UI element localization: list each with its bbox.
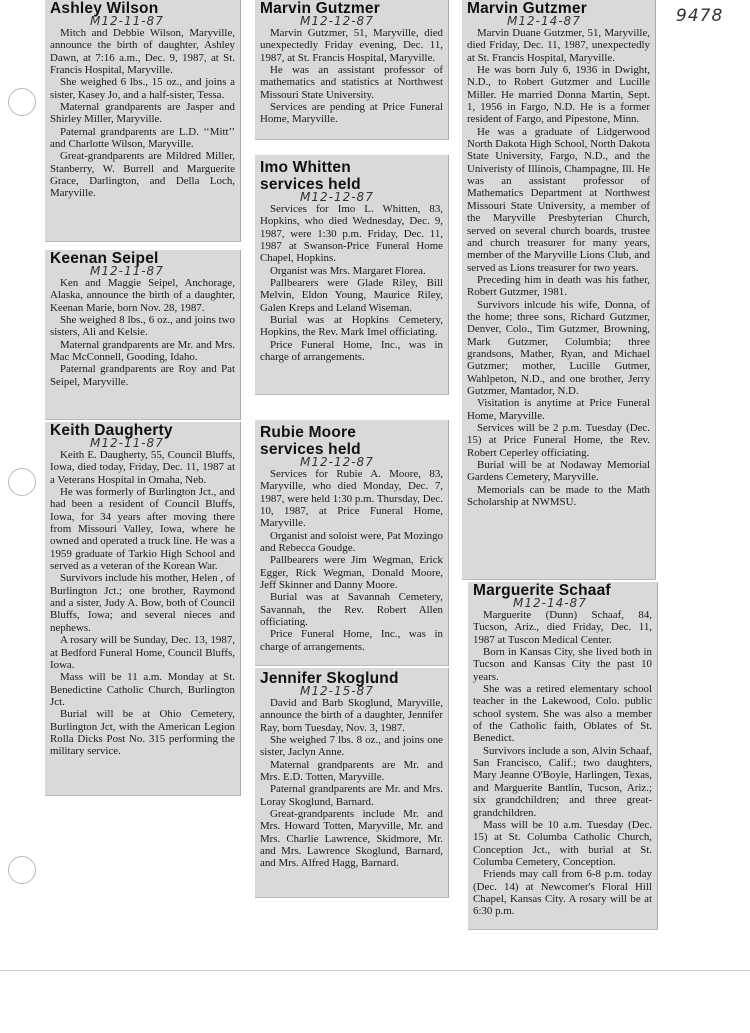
clipping-ashley-wilson [45,0,241,242]
handwritten-date: M12-11-87 [90,14,164,28]
paragraph: Price Funeral Home, Inc., was in charge of arrangements. [260,628,443,653]
paragraph: Keith E. Daugherty, 55, Council Bluffs, Iowa, died today, Friday, Dec. 11, 1987 at a Veterans Hospital in Omaha, Neb. [50,449,235,486]
paragraph: He was formerly of Burlington Jct., and had been a resident of Council Bluffs, Iowa, for 34 years after moving there from Missouri Valley, Iowa, where he owned and operated a truck line. He was a 1959 graduate of Tarkio High School and served as a veteran of the Korean War. [50,486,235,573]
headline: Keith Daugherty [50,422,173,439]
paragraph: Services for Rubie A. Moore, 83, Maryville, who died Monday, Dec. 7, 1987, were held 1:30 p.m. Thursday, Dec. 10, 1987, at Price Funeral Home, Maryville. [260,468,443,530]
handwritten-date: M12-12-87 [300,14,374,28]
handwritten-date: M12-12-87 [300,190,374,204]
paragraph: Marvin Gutzmer, 51, Maryville, died unexpectedly Friday evening, Dec. 11, 1987, at St. Francis Hospital, Maryville. [260,27,443,64]
clipping-marvin-gutzmer-short [255,0,449,140]
clipping-marguerite-schaaf [468,582,658,930]
binder-hole [8,88,36,116]
paragraph: Preceding him in death was his father, Robert Gutzmer, 1981. [467,273,650,299]
paragraph: Memorials can be made to the Math Scholarship at NWMSU. [467,483,650,509]
paragraph: Paternal grandparents are L.D. ‘‘Mitt’’ and Charlotte Wilson, Maryville. [50,125,235,151]
clipping-keenan-seipel [45,250,241,420]
paragraph: Services are pending at Price Funeral Home, Maryville. [260,101,443,126]
paragraph: Organist and soloist were, Pat Mozingo and Rebecca Goudge. [260,529,443,555]
paragraph: Marguerite (Dunn) Schaaf, 84, Tucson, Ariz., died Friday, Dec. 11, 1987 at Tuscon Medical Center. [473,609,652,646]
headline: Jennifer Skoglund [260,670,399,687]
binder-hole [8,468,36,496]
clipping-keith-daugherty [45,422,241,796]
paragraph: David and Barb Skoglund, Maryville, announce the birth of a daughter, Jennifer Ray, born Tuesday, Nov. 3, 1987. [260,697,443,734]
page-divider [0,970,750,971]
paragraph: Born in Kansas City, she lived both in Tucson and Kansas City the past 10 years. [473,646,652,683]
paragraph: Mass will be 11 a.m. Monday at St. Benedictine Catholic Church, Burlington Jct. [50,671,235,708]
paragraph: Survivors include his mother, Helen , of Burlington Jct.; one brother, Raymond and a sister, Judy A. Bow, both of Council Bluffs, Iowa; and several nieces and nephews. [50,572,235,634]
headline: Marvin Gutzmer [260,0,380,17]
paragraph: Price Funeral Home, Inc., was in charge of arrangements. [260,338,443,364]
handwritten-date: M12-11-87 [90,436,164,450]
binder-hole [8,856,36,884]
paragraph: Burial will be at Ohio Cemetery, Burlington Jct, with the American Legion Rolla Dicks Post No. 315 performing the military service. [50,708,235,758]
paragraph: Great-grandparents are Mildred Miller, Stanberry, W. Burrell and Marguerite Grace, Darlington, and Della Loch, Maryville. [50,150,235,200]
page-number: 9478 [676,6,724,26]
paragraph: Organist was Mrs. Margaret Florea. [270,264,426,277]
headline: Imo Whitten services held [260,159,361,193]
headline: Ashley Wilson [50,0,159,17]
paragraph: He was born July 6, 1936 in Dwight, N.D., to Robert Gutzmer and Lucille Miller. He married Donna Martin, Sept. 1, 1956 in Fargo, N.D. He is a former resident of Fargo, and Pipestone, Minn. [467,64,650,126]
clipping-marvin-gutzmer-full [462,0,656,580]
paragraph: Paternal grandparents are Roy and Pat Seipel, Maryville. [50,363,235,388]
headline: Keenan Seipel [50,250,159,267]
paragraph: Pallbearers were Jim Wegman, Erick Egger, Rick Wegman, Donald Moore, Jeff Skinner and Danny Moore. [260,554,443,592]
paragraph: A rosary will be Sunday, Dec. 13, 1987, at Bedford Funeral Home, Council Bluffs, Iowa. [50,634,235,671]
paragraph: Great-grandparents include Mr. and Mrs. Howard Totten, Maryville, Mr. and Mrs. Charlie Lawrence, Skidmore, Mr. and Mrs. Lawrence Skoglund, Barnard, and Mrs. Alfred Hagg, Barnard. [260,808,443,870]
paragraph: Mass will be 10 a.m. Tuesday (Dec. 15) at St. Columba Catholic Church, Conception Jct., with burial at St. Columba Cemetery, Conception. [473,818,652,868]
paragraph: Mitch and Debbie Wilson, Maryville, announce the birth of daughter, Ashley Dawn, at 7:16 a.m., Dec. 9, 1987, at St. Francis Hospital, Maryville. [50,27,235,77]
clipping-imo-whitten [255,155,449,395]
paragraph: Maternal grandparents are Mr. and Mrs. E.D. Totten, Maryville. [260,758,443,784]
paragraph: He was an assistant professor of mathematics and statistics at Northwest Missouri State University. [260,64,443,101]
headline: Marguerite Schaaf [473,582,611,599]
paragraph: Services for Imo L. Whitten, 83, Hopkins, who died Wednesday, Dec. 9, 1987, were 1:30 p.m. Friday, Dec. 11, 1987 at Swanson-Price Funeral Home Chapel, Hopkins. [260,203,443,265]
paragraph: She was a retired elementary school teacher in the Lakewood, Colo. public school system. She was also a member of the Catholic faith, Oblates of St. Benedict. [473,683,652,745]
paragraph: Maternal grandparents are Jasper and Shirley Miller, Maryville. [50,101,235,126]
handwritten-date: M12-14-87 [507,14,581,28]
clipping-rubie-moore [255,420,449,666]
handwritten-date: M12-11-87 [90,264,164,278]
paragraph: Friends may call from 6-8 p.m. today (Dec. 14) at Newcomer's Floral Hill Chapel, Kansas City. A rosary will be at 6:30 p.m. [473,868,652,918]
paragraph: Ken and Maggie Seipel, Anchorage, Alaska, announce the birth of a daughter, Keenan Marie, born Nov. 28, 1987. [50,277,235,314]
paragraph: Survivors inlcude his wife, Donna, of the home; three sons, Richard Gutzmer, Denver, Colo., Tim Gutzmer, Browning, Mark Gutzmer, Columbia; three grandsons, Mather, Ryan, and Michael Gutzmer; mother, Lucille Gutmer, Wahlpeton, N.D., and one brother, Jerry Gutzmer, Mantador, N.D. [467,298,650,397]
paragraph: Paternal grandparents are Mr. and Mrs. Loray Skoglund, Barnard. [260,783,443,808]
paragraph: Burial was at Savannah Cemetery, Savannah, the Rev. Robert Allen officiating. [260,591,443,629]
paragraph: Survivors include a son, Alvin Schaaf, San Francisco, Calif.; two daughters, Mary Jeanne O'Boyle, Harlingen, Texas, and Marguerite Bantlin, Tucson, Ariz.; six grandchildren; and three great-grandchildren. [473,744,652,819]
paragraph: Visitation is anytime at Price Funeral Home, Maryville. [467,397,650,422]
paragraph: Burial was at Hopkins Cemetery, Hopkins, the Rev. Mark Imel officiating. [260,314,443,339]
paragraph: Marvin Duane Gutzmer, 51, Maryville, died Friday, Dec. 11, 1987, unexpectedly at St. Francis Hospital, Maryville. [467,27,650,64]
handwritten-date: M12-12-87 [300,455,374,469]
paragraph: Pallbearers were Glade Riley, Bill Melvin, Eldon Young, Maurice Riley, Galen Kreps and Leland Wiseman. [260,277,443,314]
paragraph: He was a graduate of Lidgerwood North Dakota High School, North Dakota State University, Fargo, N.D., and the Univeristy of Illinois, Champagne, Ill. He was an assistant professor of Mathematics Department at Northwest Missouri State University, a member of the Maryville Presbyterian Church, served on several church boards, trustee and church treasurer for many years, member of the Maryville Lions Club, and served as Lions treasurer for two years. [467,125,650,274]
paragraph: Maternal grandparents are Mr. and Mrs. Mac McConnell, Gooding, Idaho. [50,338,235,364]
handwritten-date: M12-15-87 [300,684,374,698]
handwritten-date: M12-14-87 [513,596,587,610]
headline: Rubie Moore services held [260,424,361,458]
paragraph: She weighed 7 lbs. 8 oz., and joins one sister, Jaclyn Anne. [260,734,443,759]
paragraph: She weighed 8 lbs., 6 oz., and joins two sisters, Ali and Kelsie. [50,314,235,339]
clipping-jennifer-skoglund [255,668,449,898]
headline: Marvin Gutzmer [467,0,587,17]
paragraph: She weighed 6 lbs., 15 oz., and joins a sister, Kasey Jo, and a half-sister, Tessa. [50,76,235,101]
paragraph: Services will be 2 p.m. Tuesday (Dec. 15) at Price Funeral Home, the Rev. Robert Ceperley officiating. [467,422,650,459]
paragraph: Burial will be at Nodaway Memorial Gardens Cemetery, Maryville. [467,459,650,484]
